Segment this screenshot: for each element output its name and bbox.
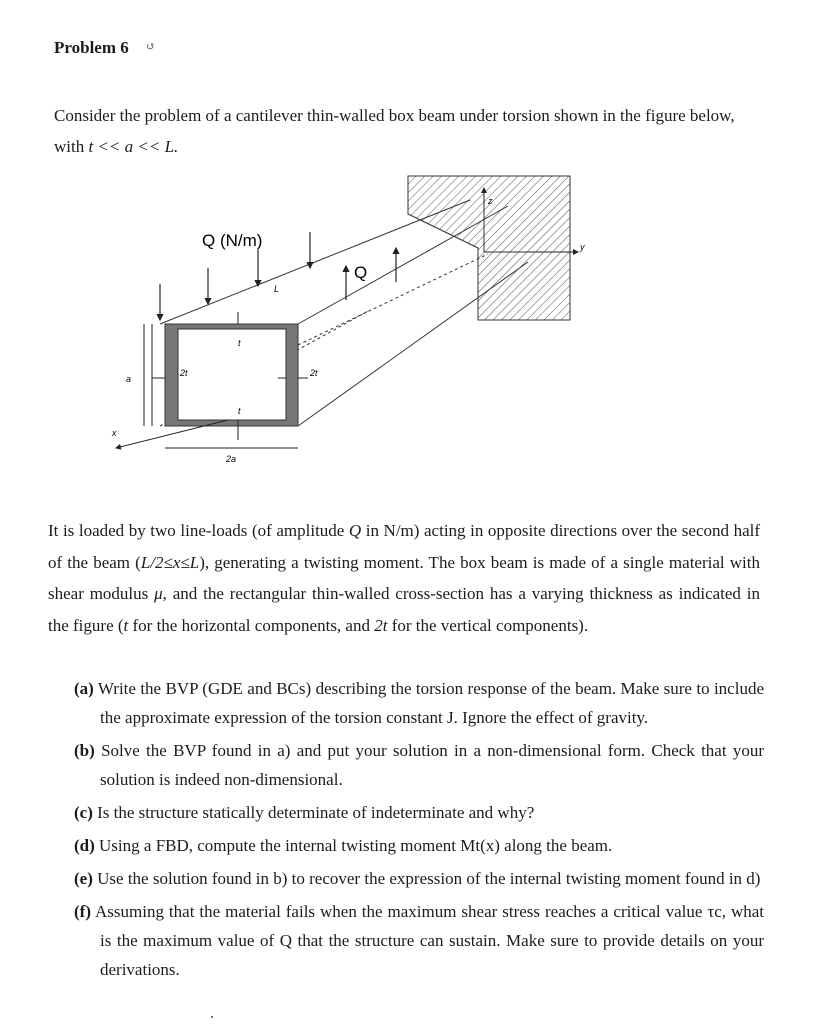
question-tag: (a) <box>74 679 94 698</box>
body-q: Q <box>348 521 362 540</box>
right-wall-thickness-label: 2t <box>310 368 318 378</box>
question-item <box>74 736 764 794</box>
question-text: Write the BVP (GDE and BCs) describing the torsion response of the beam. Make sure to include the approximate expression of the torsion constant J. Ignore the effect of gravity. <box>97 679 764 727</box>
question-item <box>74 831 764 860</box>
question-tag: (c) <box>74 803 93 822</box>
y-axis-label: y <box>580 242 585 252</box>
problem-title: Problem 6 <box>54 38 129 57</box>
box-beam-figure <box>108 170 588 470</box>
question-tag: (d) <box>74 836 95 855</box>
question-item <box>74 864 764 893</box>
question-text: Use the solution found in b) to recover the expression of the internal twisting moment found in d) <box>97 869 761 888</box>
question-text: Assuming that the material fails when the maximum shear stress reaches a critical value τc, what is the maximum value of Q that the structure can sustain. Make sure to provide details on your derivations. <box>95 902 765 979</box>
body-range: L/2≤x≤L <box>140 552 200 572</box>
height-label: a <box>126 374 132 384</box>
left-wall-thickness-label: 2t <box>180 368 188 378</box>
question-item <box>74 897 764 984</box>
body-mu: μ <box>154 584 163 603</box>
q-label: Q <box>354 263 368 282</box>
question-list <box>74 674 764 988</box>
body-t: t <box>123 615 129 635</box>
speck <box>211 1016 213 1018</box>
intro-line-1: Consider the problem of a cantilever thin-walled box beam under torsion shown in the figure below, <box>54 106 735 125</box>
question-text: Using a FBD, compute the internal twisting moment Mt(x) along the beam. <box>99 836 613 855</box>
z-axis-label: z <box>488 196 493 206</box>
x-axis-label: x <box>112 428 117 438</box>
load-label: Q (N/m) <box>202 231 263 250</box>
body-text-6: for the vertical components). <box>387 615 589 635</box>
question-item <box>74 674 764 732</box>
loading-description-paragraph <box>48 515 760 641</box>
intro-line-2-prefix: with <box>54 137 89 156</box>
top-thickness-label: t <box>238 338 241 348</box>
body-text-1: It is loaded by two line-loads (of amplitude <box>48 521 349 540</box>
question-tag: (b) <box>74 741 95 760</box>
body-2t: 2t <box>374 615 388 635</box>
body-text-4: , and the rectangular thin-walled cross-section has a varying thickness as indicated in the figure ( <box>48 584 760 635</box>
rotation-mark-icon: ↺ <box>146 41 156 53</box>
intro-line-2-math: t << a << L. <box>88 137 179 156</box>
body-text-3: ), generating a twisting moment. The box beam is made of a single material with shear modulus <box>48 552 760 603</box>
question-item <box>74 798 764 827</box>
body-text-5: for the horizontal components, and <box>128 615 375 635</box>
question-tag: (f) <box>74 902 91 921</box>
question-text: Solve the BVP found in a) and put your solution in a non-dimensional form. Check that your solution is indeed non-dimensional. <box>100 741 765 789</box>
length-label: L <box>274 284 280 294</box>
question-text: Is the structure statically determinate of indeterminate and why? <box>97 803 535 822</box>
width-label: 2a <box>226 454 237 464</box>
intro-paragraph <box>54 100 774 162</box>
bottom-thickness-label: t <box>238 406 241 416</box>
body-text-2: in N/m) acting in opposite directions over the second half of the beam ( <box>48 521 760 572</box>
question-tag: (e) <box>74 869 93 888</box>
